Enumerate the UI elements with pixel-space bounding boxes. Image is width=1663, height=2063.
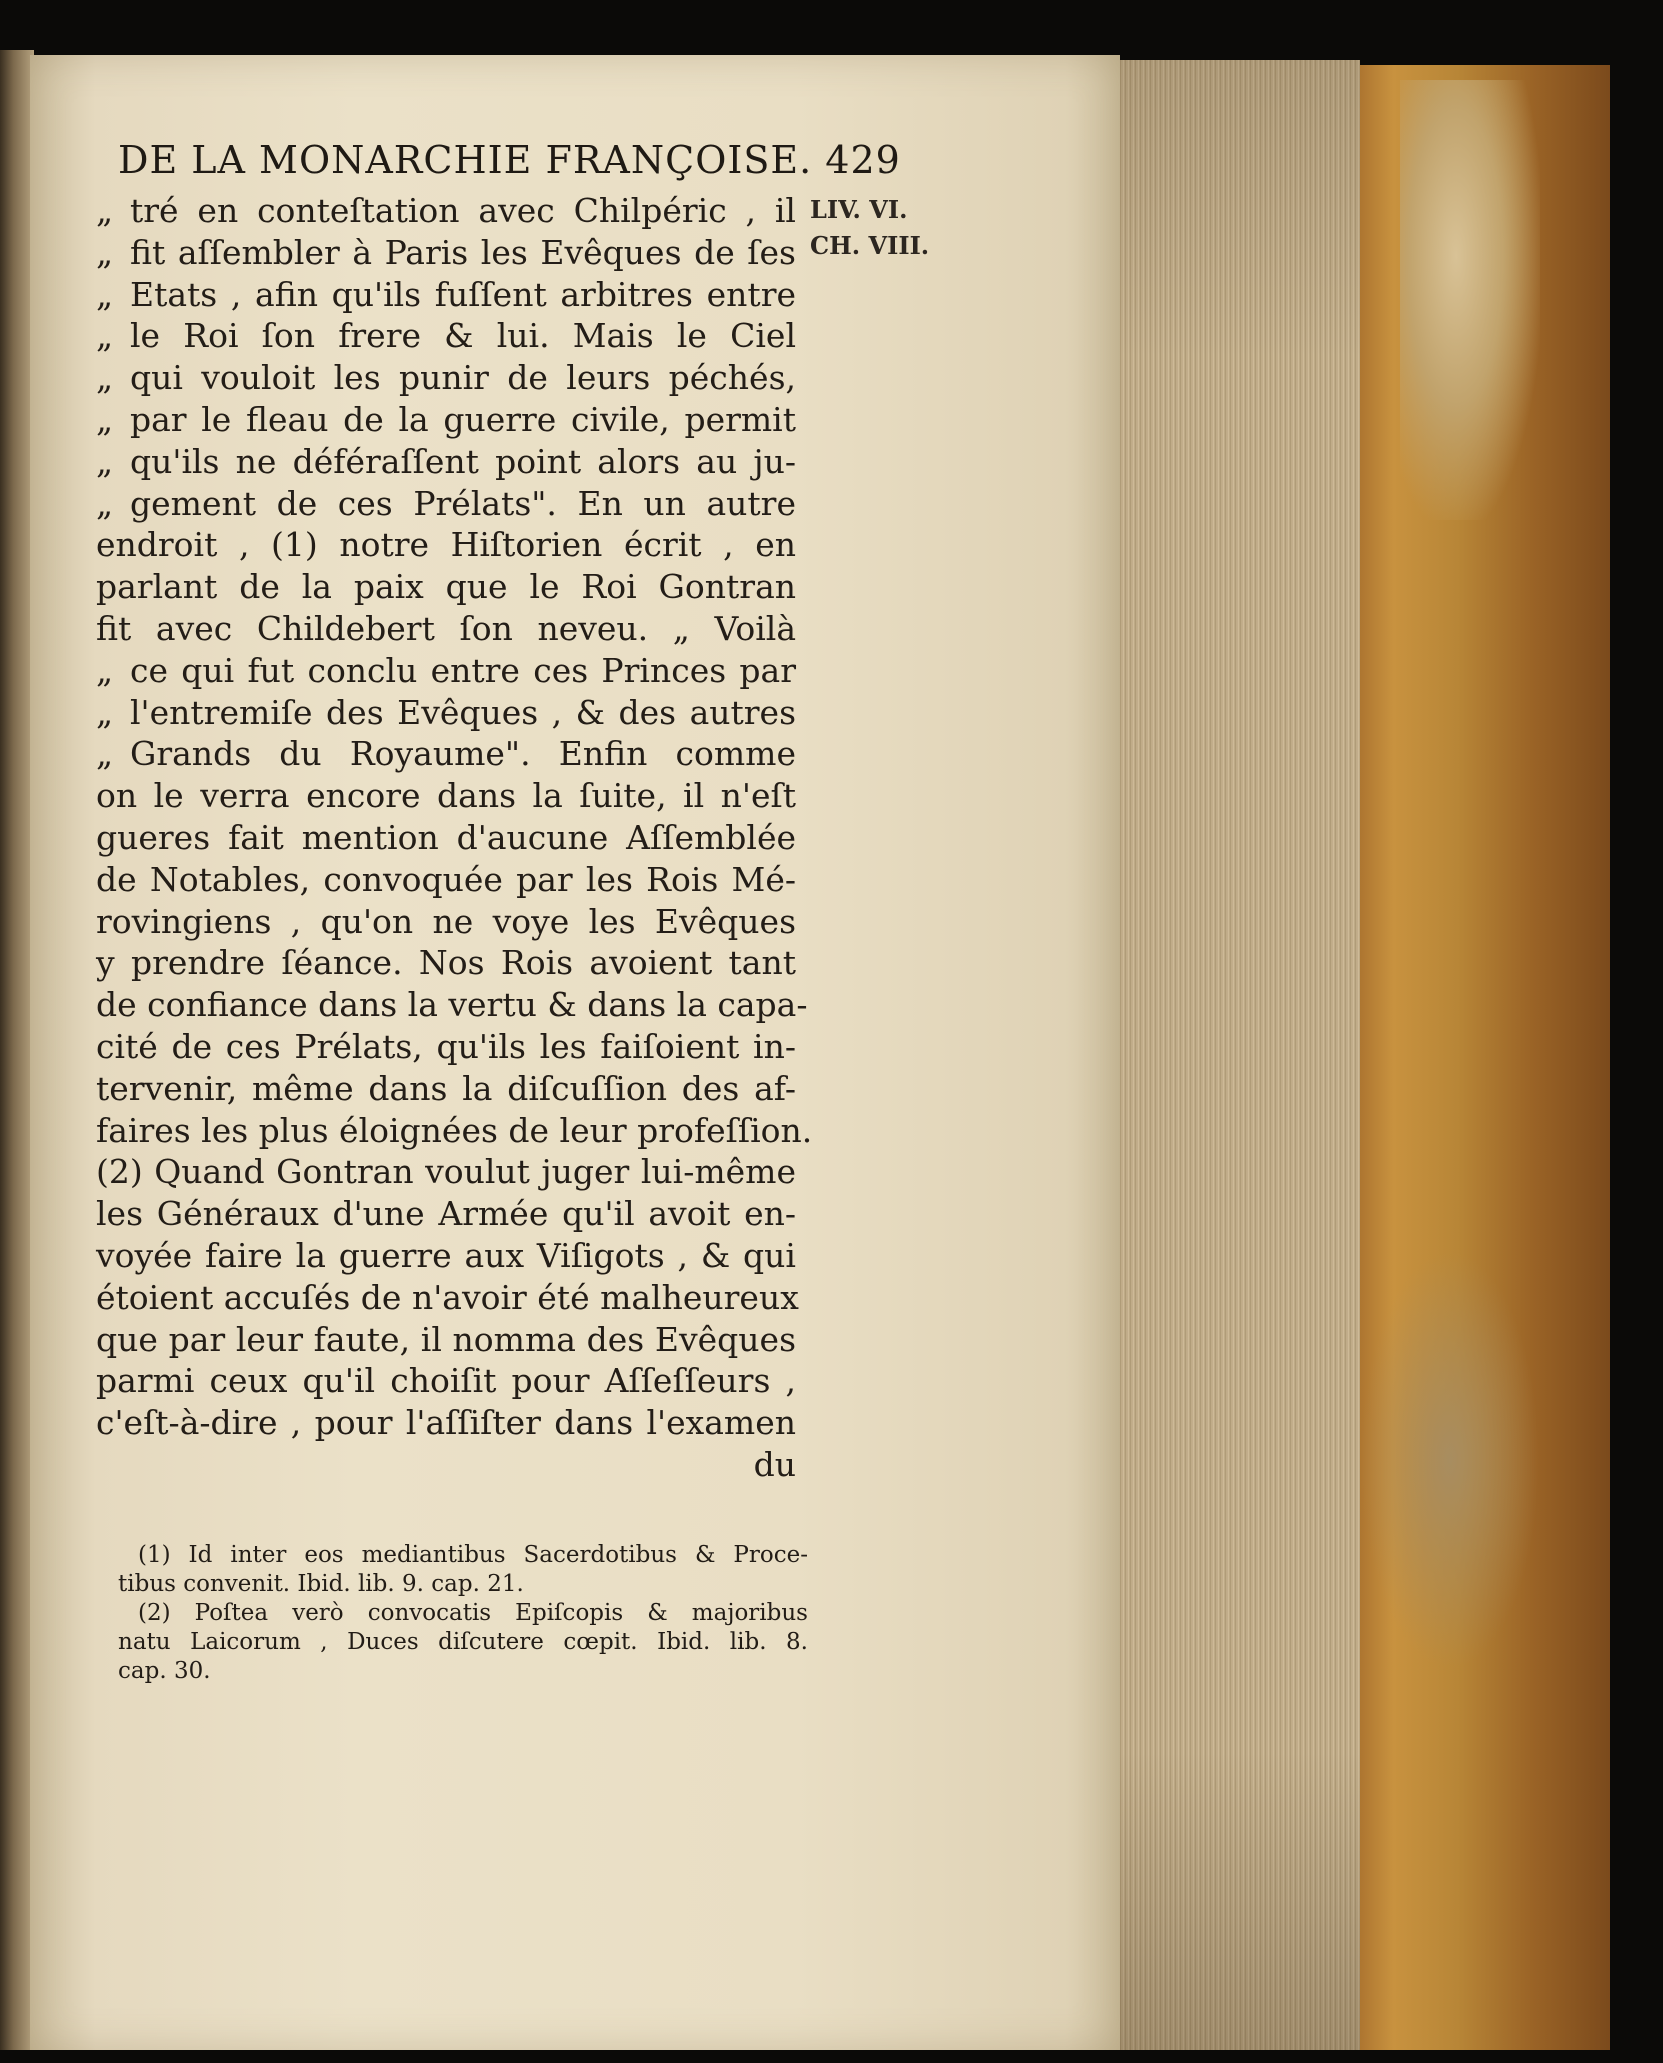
text-line	[96, 483, 796, 525]
text-line	[96, 1193, 796, 1235]
text-line	[96, 650, 796, 692]
text-line	[96, 1026, 796, 1068]
quote-mark: „	[96, 650, 114, 690]
text-line	[96, 1360, 796, 1402]
text-line	[96, 315, 796, 357]
line-text: parmi ceux qu'il choiſit pour Aſſeſſeurs ,	[96, 1361, 796, 1401]
quote-mark: „	[96, 734, 114, 774]
footnote-line: (2) Poſtea verò convocatis Epiſcopis & majoribus	[138, 1600, 808, 1626]
quote-mark: „	[96, 441, 114, 481]
line-text: Grands du Royaume". Enfin comme	[130, 734, 796, 774]
text-line	[96, 901, 796, 943]
line-text: gement de ces Prélats". En un autre	[130, 483, 796, 523]
text-line	[96, 817, 796, 859]
line-text: étoient accuſés de n'avoir été malheureux	[96, 1277, 799, 1317]
line-text: l'entremiſe des Evêques , & des autres	[130, 692, 796, 732]
quote-mark: „	[96, 274, 114, 314]
quote-mark: „	[96, 483, 114, 523]
text-line	[96, 733, 796, 775]
text-line	[96, 274, 796, 316]
text-line	[96, 775, 796, 817]
text-line	[96, 1151, 796, 1193]
line-text: les Généraux d'une Armée qu'il avoit en-	[96, 1194, 796, 1234]
line-text: fit avec Childebert ſon neveu. „ Voilà	[96, 608, 796, 648]
text-line	[96, 441, 796, 483]
text-line	[96, 859, 796, 901]
text-line	[96, 524, 796, 566]
text-line	[96, 190, 796, 232]
line-text: Etats , afin qu'ils fuſſent arbitres entre	[130, 274, 796, 314]
line-text: cité de ces Prélats, qu'ils les faiſoient in-	[96, 1026, 796, 1066]
text-line	[96, 566, 796, 608]
line-text: on le verra encore dans la ſuite, il n'eſt	[96, 776, 796, 816]
catchword: du	[753, 1444, 796, 1484]
line-text: endroit , (1) notre Hiſtorien écrit , en	[96, 525, 796, 565]
text-line	[96, 1277, 799, 1319]
quote-mark: „	[96, 692, 114, 732]
line-text: tré en conteſtation avec Chilpéric , il	[130, 191, 796, 230]
text-line	[96, 399, 796, 441]
margin-note	[810, 192, 940, 264]
line-text: tervenir, même dans la diſcuſſion des af-	[96, 1068, 796, 1108]
previous-page-edge	[0, 50, 34, 2050]
footnote-line: (1) Id inter eos mediantibus Sacerdotibus & Proce-	[138, 1542, 808, 1568]
line-text: (2) Quand Gontran voulut juger lui-même	[96, 1152, 796, 1192]
quote-mark: „	[96, 358, 114, 398]
running-head: DE LA MONARCHIE FRANÇOISE. 429	[118, 138, 901, 182]
quote-mark: „	[96, 399, 114, 439]
line-text: gueres fait mention d'aucune Aſſemblée	[96, 817, 796, 857]
margin-note-book: LIV. VI.	[810, 195, 908, 224]
text-line	[96, 1068, 796, 1110]
line-text: par le fleau de la guerre civile, permit	[130, 399, 796, 439]
margin-note-chapter: CH. VIII.	[810, 231, 930, 260]
line-text: fit aſſembler à Paris les Evêques de ſes	[130, 232, 796, 272]
line-text: c'eſt-à-dire , pour l'aſſiſter dans l'examen	[96, 1403, 796, 1443]
footnote-line: natu Laicorum , Duces diſcutere cœpit. Ibid. lib. 8.	[118, 1629, 808, 1655]
quote-mark: „	[96, 232, 114, 272]
text-line	[96, 942, 796, 984]
line-text: rovingiens , qu'on ne voye les Evêques	[96, 901, 796, 941]
text-line	[96, 692, 796, 734]
footnote-line: cap. 30.	[118, 1658, 211, 1684]
text-line	[96, 232, 796, 274]
text-line	[96, 1235, 796, 1277]
text-line	[96, 1110, 813, 1152]
cover-wear-mark	[1400, 80, 1540, 520]
text-line	[96, 608, 796, 650]
line-text: qui vouloit les punir de leurs péchés,	[130, 358, 796, 398]
text-line	[96, 1319, 796, 1361]
line-text: qu'ils ne déféraſſent point alors au ju-	[130, 441, 796, 481]
line-text: voyée faire la guerre aux Viſigots , & qui	[96, 1235, 796, 1275]
line-text: que par leur faute, il nomma des Evêques	[96, 1319, 796, 1359]
line-text: y prendre ſéance. Nos Rois avoient tant	[96, 943, 796, 983]
quote-mark: „	[96, 316, 114, 356]
text-line	[96, 984, 808, 1026]
footnote-line: tibus convenit. Ibid. lib. 9. cap. 21.	[118, 1571, 524, 1597]
line-text: faires les plus éloignées de leur profeſſion.	[96, 1110, 813, 1150]
text-line	[96, 1402, 796, 1444]
footnotes	[118, 1541, 808, 1686]
line-text: de confiance dans la vertu & dans la capa-	[96, 985, 808, 1025]
line-text: de Notables, convoquée par les Rois Mé-	[96, 859, 796, 899]
line-text: le Roi ſon frere & lui. Mais le Ciel	[130, 316, 796, 356]
line-text: ce qui fut conclu entre ces Princes par	[130, 650, 796, 690]
line-text: parlant de la paix que le Roi Gontran	[96, 567, 796, 607]
cover-stain	[1360, 1250, 1540, 1670]
quote-mark: „	[96, 191, 114, 230]
page-block-shade	[1112, 60, 1360, 2050]
body-text	[96, 190, 813, 1486]
text-line	[96, 357, 796, 399]
